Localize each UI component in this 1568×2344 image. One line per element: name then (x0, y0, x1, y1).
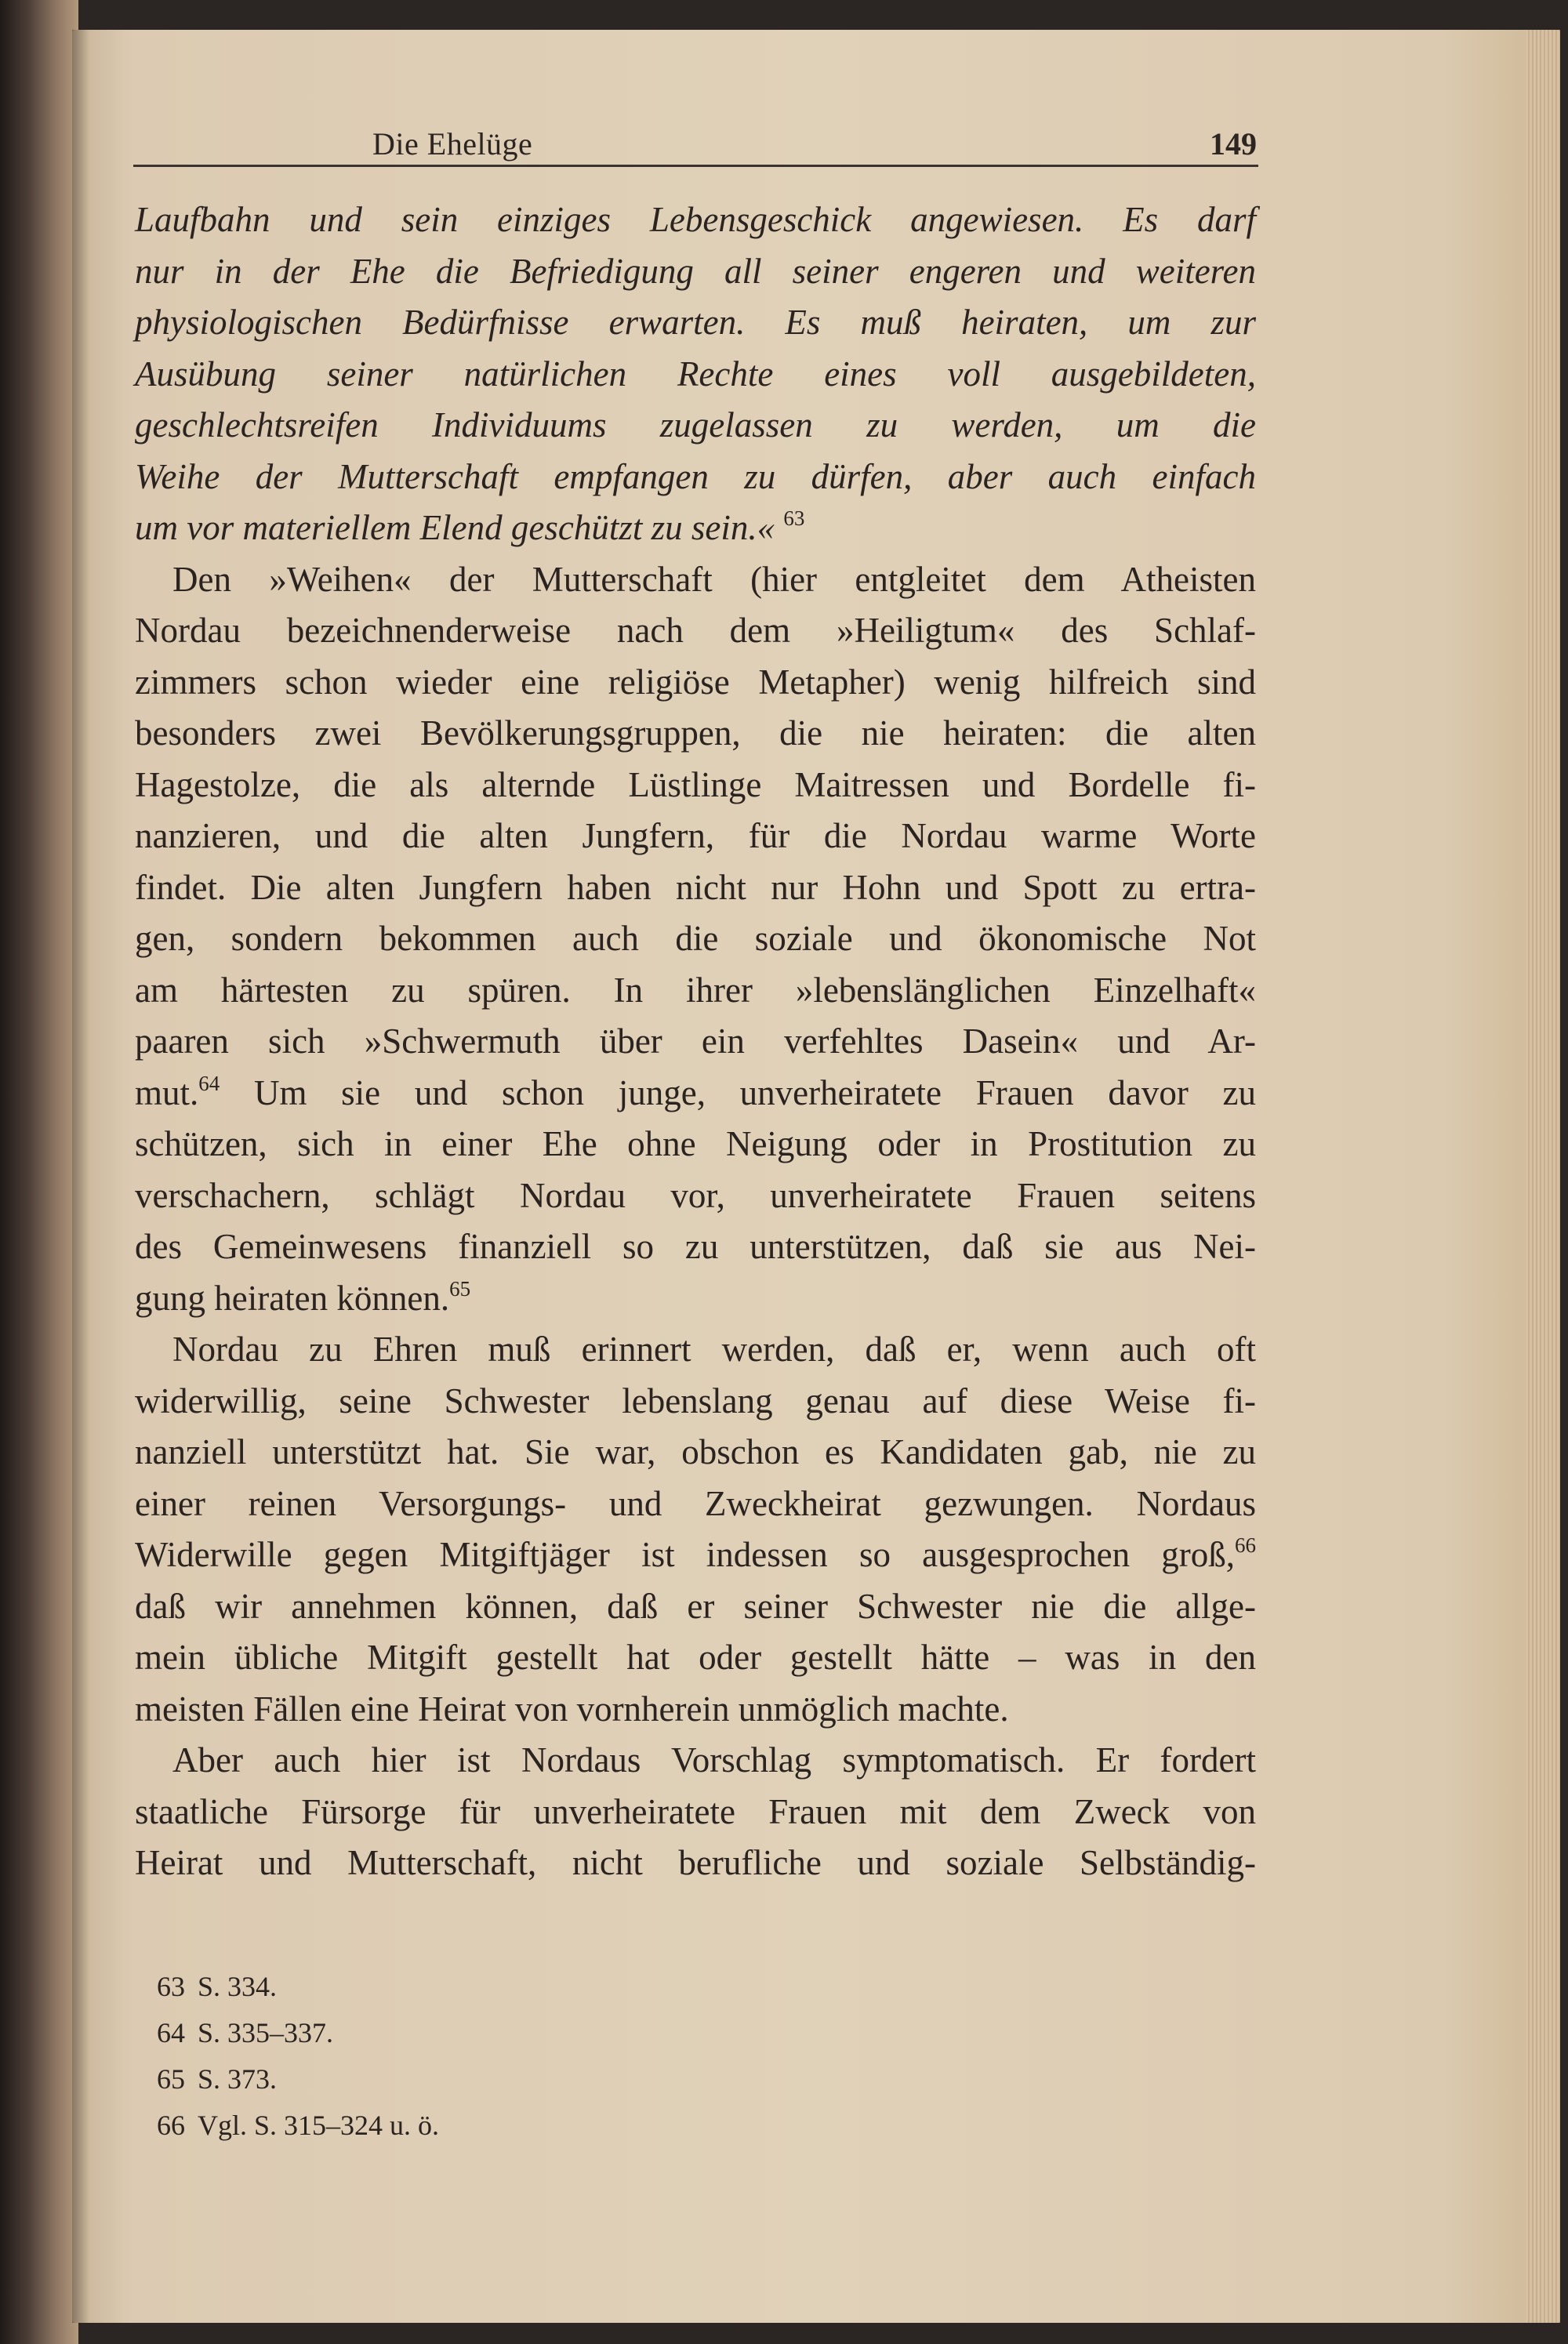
quote-line: Ausübung seiner natürlichen Rechte eines voll ausgebildeten, (135, 354, 1256, 394)
quote-line: geschlechtsreifen Individuums zugelassen zu werden, um die (135, 405, 1256, 444)
page-edges (1526, 30, 1560, 2323)
text-line: Aber auch hier ist Nordaus Vorschlag symptomatisch. Er fordert (172, 1740, 1256, 1780)
quote-last-text: um vor materiellem Elend geschützt zu sein.« (135, 508, 775, 547)
text-line: Nordau bezeichnenderweise nach dem »Heiligtum« des Schlaf- (135, 611, 1256, 650)
text-line-with-ref (135, 1529, 1256, 1581)
body-text (135, 194, 1256, 1889)
text-line: am härtesten zu spüren. In ihrer »lebenslänglichen Einzelhaft« (135, 970, 1256, 1010)
text-line: schützen, sich in einer Ehe ohne Neigung oder in Prostitution zu (135, 1124, 1256, 1163)
footnote-ref-66: 66 (1235, 1533, 1256, 1557)
text-line: nanziell unterstützt hat. Sie war, obschon es Kandidaten gab, nie zu (135, 1432, 1256, 1471)
footnote (157, 2010, 439, 2056)
footnote-text: S. 373. (198, 2063, 278, 2095)
block-quote (135, 194, 1256, 554)
text-line: mein übliche Mitgift gestellt hat oder gestellt hätte – was in den (135, 1638, 1256, 1677)
quote-line: Weihe der Mutterschaft empfangen zu dürfen, aber auch einfach (135, 456, 1256, 496)
quote-line: physiologischen Bedürfnisse erwarten. Es muß heiraten, um zur (135, 303, 1256, 342)
text-line-with-ref (135, 1068, 1256, 1119)
footnote-number: 64 (157, 2017, 185, 2048)
footnote-number: 63 (157, 1971, 185, 2002)
footnote-ref-63: 63 (783, 506, 805, 530)
text-line: staatliche Fürsorge für unverheiratete Frauen mit dem Zweck von (135, 1791, 1256, 1831)
footnote-ref-65: 65 (449, 1276, 471, 1301)
quote-line-last (135, 503, 1256, 554)
text-segment: gung heiraten können. (135, 1278, 450, 1318)
footnotes (157, 1964, 439, 2149)
footnote (157, 2103, 439, 2149)
footnote-ref-64: 64 (198, 1071, 220, 1095)
text-line: Den »Weihen« der Mutterschaft (hier entgleitet dem Atheisten (172, 559, 1256, 599)
running-title: Die Ehelüge (372, 126, 533, 161)
text-segment: Widerwille gegen Mitgiftjäger ist indessen so ausgesprochen groß, (135, 1535, 1235, 1574)
text-line: findet. Die alten Jungfern haben nicht nur Hohn und Spott zu ertra- (135, 867, 1256, 907)
text-line: nanzieren, und die alten Jungfern, für die Nordau warme Worte (135, 816, 1256, 855)
text-line-last: meisten Fällen eine Heirat von vornherein unmöglich machte. (135, 1689, 1009, 1729)
text-line: besonders zwei Bevölkerungsgruppen, die nie heiraten: die alten (135, 713, 1256, 753)
page-number: 149 (1210, 126, 1257, 161)
text-line: zimmers schon wieder eine religiöse Metapher) wenig hilfreich sind (135, 662, 1256, 702)
footnote-number: 66 (157, 2110, 185, 2141)
text-line: daß wir annehmen können, daß er seiner Schwester nie die allge- (135, 1586, 1256, 1626)
text-line: paaren sich »Schwermuth über ein verfehltes Dasein« und Ar- (135, 1021, 1256, 1061)
text-line: Heirat und Mutterschaft, nicht berufliche und soziale Selbständig- (135, 1843, 1256, 1882)
text-line-last (135, 1273, 1256, 1325)
footnote-text: S. 335–337. (198, 2017, 334, 2048)
quote-line: nur in der Ehe die Befriedigung all seiner engeren und weiteren (135, 251, 1256, 291)
text-segment: mut. (135, 1072, 199, 1112)
footnote (157, 1964, 439, 2010)
footnote (157, 2056, 439, 2103)
footnote-text: S. 334. (198, 1971, 278, 2002)
text-line: gen, sondern bekommen auch die soziale und ökonomische Not (135, 919, 1256, 958)
text-line: Nordau zu Ehren muß erinnert werden, daß er, wenn auch oft (172, 1330, 1256, 1369)
text-line: verschachern, schlägt Nordau vor, unverheiratete Frauen seitens (135, 1175, 1256, 1215)
text-line: einer reinen Versorgungs- und Zweckheirat gezwungen. Nordaus (135, 1483, 1256, 1523)
text-line: widerwillig, seine Schwester lebenslang genau auf diese Weise fi- (135, 1381, 1256, 1421)
text-segment: Um sie und schon junge, unverheiratete Frauen davor zu (220, 1072, 1256, 1112)
footnote-number: 65 (157, 2063, 185, 2095)
page-header (133, 125, 1258, 167)
paragraph-2 (135, 1324, 1256, 1735)
paragraph-3 (135, 1735, 1256, 1889)
text-line: Hagestolze, die als alternde Lüstlinge Maitressen und Bordelle fi- (135, 764, 1256, 804)
quote-line: Laufbahn und sein einziges Lebensgeschick angewiesen. Es darf (135, 200, 1256, 239)
paragraph-1 (135, 554, 1256, 1325)
footnote-text: Vgl. S. 315–324 u. ö. (198, 2110, 440, 2141)
gutter-shadow (72, 30, 89, 2323)
book-spine-shadow (0, 0, 78, 2344)
text-line: des Gemeinwesens finanziell so zu unterstützen, daß sie aus Nei- (135, 1227, 1256, 1266)
